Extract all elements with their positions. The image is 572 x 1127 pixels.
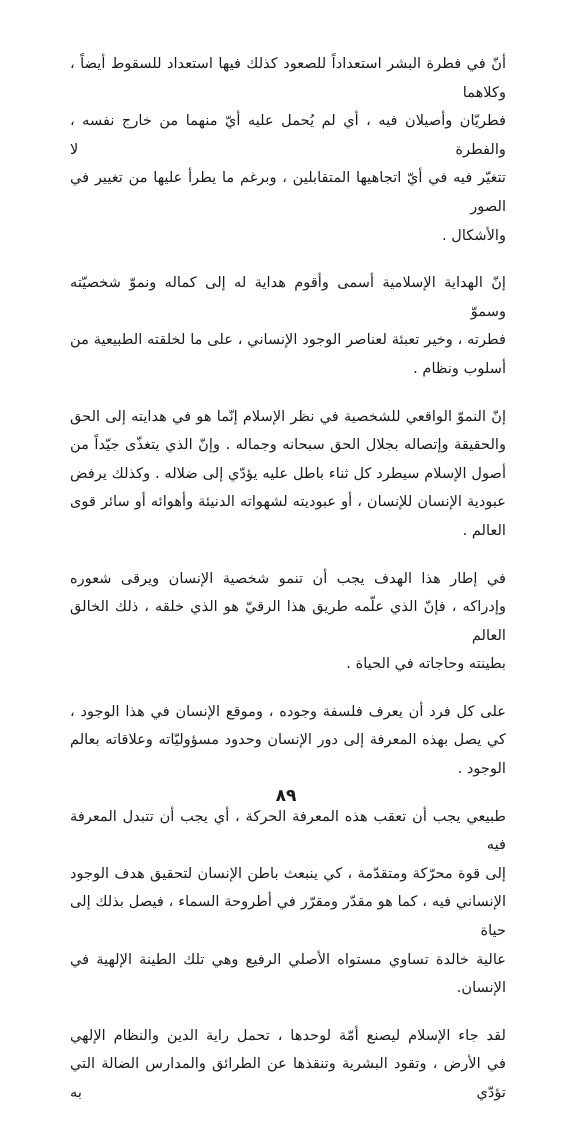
text-line: في إطار هذا الهدف يجب أن تنمو شخصية الإنسان ويرقى شعوره [70,569,506,587]
text-line: تتغيّر فيه في أيّ اتجاهيها المتقابلين ، وبرغم ما يطرأ عليها من تغيير في الصور [70,169,506,215]
text-line: لقد جاء الإسلام ليصنع أمّة لوحدها ، تحمل راية الدين والنظام الإلهي [70,1026,506,1044]
text-line: إنّ النموّ الواقعي للشخصية في نظر الإسلام إنّما هو في هدايته إلى الحق [70,407,506,425]
text-line: وإدراكه ، فإنّ الذي علّمه طريق هذا الرقيّ هو الذي خلقه ، ذلك الخالق العالم [70,598,506,644]
paragraph-4 [70,565,506,679]
text-line: والحقيقة وإتصاله بجلال الحق سبحانه وجماله . وإنّ الذي يتغذّى جيّداً من [70,436,506,454]
paragraph-3 [70,403,506,546]
text-line: عبودية الإنسان للإنسان ، أو عبوديته لشهواته الدنيئة وأهوائه أو سائر قوى [70,493,506,511]
paragraph-5 [70,698,506,784]
paragraph-1 [70,50,506,250]
text-line: الإنساني فيه ، كما هو مقدّر ومقرّر في أطروحة السماء ، فيصل بذلك إلى حياة [70,893,506,940]
text-line: على كل فرد أن يعرف فلسفة وجوده ، وموقع الإنسان في هذا الوجود ، [70,702,506,720]
text-line: والأشكال . [441,226,506,244]
text-line: بطينته وحاجاته في الحياة . [346,655,506,673]
text-line: فطرته ، وخير تعبئة لعناصر الوجود الإنساني ، على ما لخلقته الطبيعية من [70,331,506,349]
text-line: أسلوب ونظام . [413,359,506,377]
text-line: فطريّان وأصيلان فيه ، أي لم يُحمل عليه أيّ منهما من خارج نفسه ، والفطرة لا [70,112,506,158]
text-line: طبيعي يجب أن تعقب هذه المعرفة الحركة ، أي يجب أن تتبدل المعرفة فيه [70,807,506,854]
text-line: العالم . [462,521,506,539]
text-line: أنّ في فطرة البشر استعداداً للصعود كذلك فيها استعداد للسقوط أيضاً ، وكلاهما [70,55,506,101]
text-line: إلى قوة محرّكة ومتقدّمة ، كي ينبعث باطن الإنسان لتحقيق هدف الوجود [70,864,506,882]
text-line: أصول الإسلام سيطرد كل ثناء باطل عليه يؤدّي إلى ضلاله . وكذلك يرفض [70,464,506,482]
page-number: ٨٩ [275,786,297,806]
text-line: إنّ الهداية الإسلامية أسمى وأقوم هداية له إلى كماله ونموّ شخصيّته وسموّ [70,274,506,320]
paragraph-2 [70,269,506,383]
page-body [70,50,506,1127]
text-line: في الأرض ، وتقود البشرية وتنقذها عن الطرائق والمدارس الضالة التي تؤدّي به [70,1055,506,1101]
text-line: كي يصل بهذه المعرفة إلى دور الإنسان وحدود مسؤوليّاته وعلاقاته بعالم الوجود . [70,731,506,778]
paragraph-7 [70,1022,506,1108]
text-line: عالية خالدة تساوي مستواه الأصلي الرفيع وهي تلك الطينة الإلهية في الإنسان. [70,950,506,997]
